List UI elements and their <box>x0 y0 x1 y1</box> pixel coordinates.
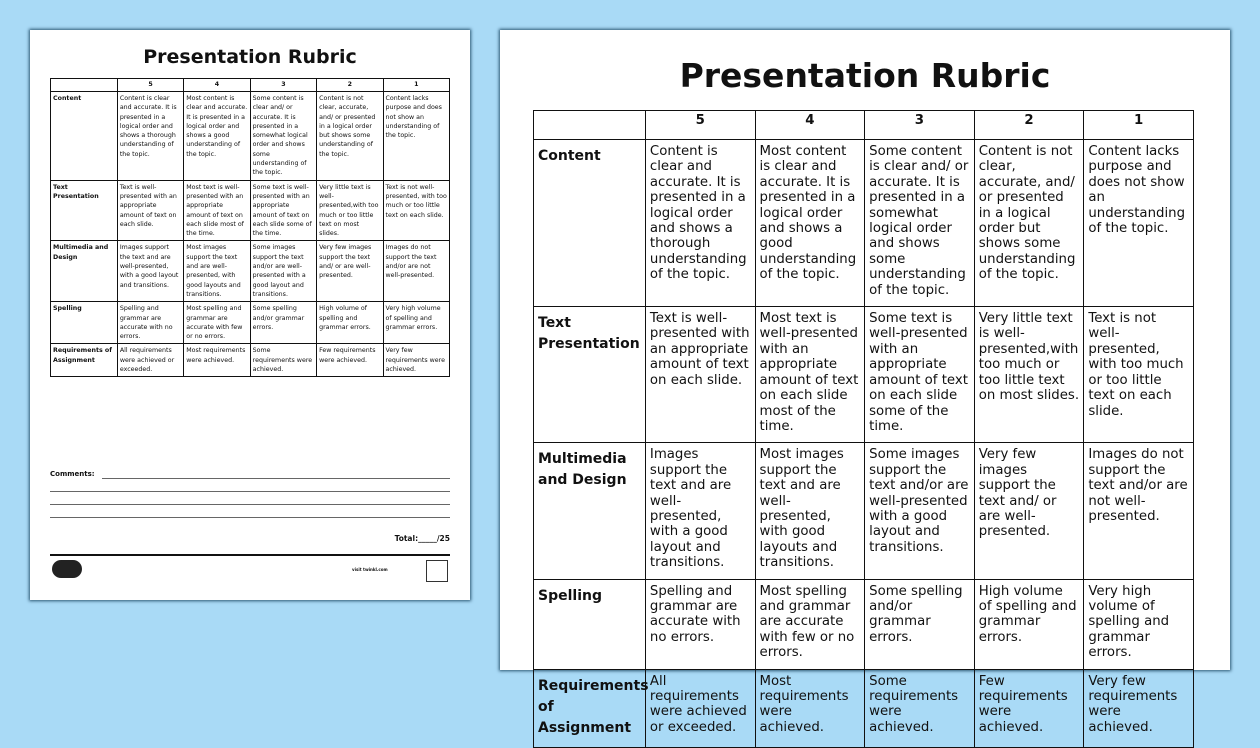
descriptor-cell: Spelling and grammar are accurate with no errors. <box>117 302 183 344</box>
table-row <box>51 92 450 181</box>
descriptor-cell: Images do not support the text and/or are not well-presented. <box>1084 443 1194 579</box>
rubric-table <box>533 110 1194 748</box>
document-page-thumbnail[interactable] <box>30 30 470 600</box>
comment-line <box>50 504 450 505</box>
score-header: 2 <box>317 79 383 92</box>
descriptor-cell: Content is not clear, accurate, and/ or presented in a logical order but shows some understanding of the topic. <box>974 140 1084 307</box>
page-title: Presentation Rubric <box>679 56 1051 95</box>
descriptor-cell: Some images support the text and/or are well-presented with a good layout and transitions. <box>865 443 975 579</box>
descriptor-cell: Most text is well-presented with an appropriate amount of text on each slide most of the time. <box>755 307 865 443</box>
score-header: 4 <box>755 111 865 140</box>
descriptor-cell: Images do not support the text and/or are not well-presented. <box>383 241 449 302</box>
descriptor-cell: Most spelling and grammar are accurate with few or no errors. <box>755 579 865 669</box>
total-score: Total:_____/25 <box>394 534 450 543</box>
criterion-cell: Multimedia and Design <box>51 241 118 302</box>
criterion-cell: Content <box>534 140 646 307</box>
descriptor-cell: All requirements were achieved or exceeded. <box>117 344 183 377</box>
comments-label: Comments: <box>50 470 95 478</box>
score-header: 5 <box>645 111 755 140</box>
table-row <box>51 241 450 302</box>
descriptor-cell: Some requirements were achieved. <box>865 669 975 747</box>
descriptor-cell: Most requirements were achieved. <box>755 669 865 747</box>
descriptor-cell: Some content is clear and/ or accurate. It is presented in a somewhat logical order and shows some understanding of the topic. <box>865 140 975 307</box>
descriptor-cell: Few requirements were achieved. <box>317 344 383 377</box>
descriptor-cell: Most content is clear and accurate. It is presented in a logical order and shows a good understanding of the topic. <box>755 140 865 307</box>
descriptor-cell: Very few requirements were achieved. <box>383 344 449 377</box>
descriptor-cell: Some spelling and/or grammar errors. <box>250 302 316 344</box>
score-header: 3 <box>250 79 316 92</box>
comment-line <box>102 478 450 479</box>
criterion-cell: Spelling <box>534 579 646 669</box>
descriptor-cell: Some text is well-presented with an appropriate amount of text on each slide some of the time. <box>865 307 975 443</box>
document-page-zoomed[interactable] <box>500 30 1230 736</box>
descriptor-cell: Text is well-presented with an appropriate amount of text on each slide. <box>117 180 183 241</box>
descriptor-cell: Most content is clear and accurate. It is presented in a logical order and shows a good understanding of the topic. <box>184 92 250 181</box>
score-header: 1 <box>383 79 449 92</box>
descriptor-cell: Some requirements were achieved. <box>250 344 316 377</box>
descriptor-cell: Very high volume of spelling and grammar errors. <box>1084 579 1194 669</box>
score-header: 1 <box>1084 111 1194 140</box>
comment-line <box>50 517 450 518</box>
descriptor-cell: Spelling and grammar are accurate with no errors. <box>645 579 755 669</box>
descriptor-cell: High volume of spelling and grammar errors. <box>317 302 383 344</box>
descriptor-cell: Some content is clear and/ or accurate. It is presented in a somewhat logical order and shows some understanding of the topic. <box>250 92 316 181</box>
descriptor-cell: Few requirements were achieved. <box>974 669 1084 747</box>
descriptor-cell: Most text is well-presented with an appropriate amount of text on each slide most of the time. <box>184 180 250 241</box>
score-header: 3 <box>865 111 975 140</box>
descriptor-cell: Most spelling and grammar are accurate with few or no errors. <box>184 302 250 344</box>
descriptor-cell: Very few images support the text and/ or are well-presented. <box>317 241 383 302</box>
table-row <box>534 443 1194 579</box>
criterion-cell: Content <box>51 92 118 181</box>
comment-line <box>50 491 450 492</box>
descriptor-cell: Most images support the text and are well-presented, with good layouts and transitions. <box>184 241 250 302</box>
rubric-table <box>50 78 450 377</box>
criterion-cell: Requirements of Assignment <box>51 344 118 377</box>
descriptor-cell: Very little text is well-presented,with too much or too little text on most slides. <box>974 307 1084 443</box>
table-row <box>534 140 1194 307</box>
descriptor-cell: Images support the text and are well-presented, with a good layout and transitions. <box>645 443 755 579</box>
descriptor-cell: Content lacks purpose and does not show an understanding of the topic. <box>383 92 449 181</box>
page-title: Presentation Rubric <box>143 46 357 68</box>
table-row <box>51 180 450 241</box>
descriptor-cell: Content is clear and accurate. It is presented in a logical order and shows a thorough understanding of the topic. <box>645 140 755 307</box>
table-row <box>534 307 1194 443</box>
visit-link: visit twinkl.com <box>352 567 388 572</box>
descriptor-cell: Images support the text and are well-presented, with a good layout and transitions. <box>117 241 183 302</box>
table-row <box>534 579 1194 669</box>
score-header: 2 <box>974 111 1084 140</box>
descriptor-cell: Some images support the text and/or are well-presented with a good layout and transitions. <box>250 241 316 302</box>
descriptor-cell: Content lacks purpose and does not show an understanding of the topic. <box>1084 140 1194 307</box>
descriptor-cell: All requirements were achieved or exceeded. <box>645 669 755 747</box>
score-header: 5 <box>117 79 183 92</box>
descriptor-cell: Text is not well-presented, with too much or too little text on each slide. <box>383 180 449 241</box>
corner-cell <box>534 111 646 140</box>
criterion-cell: Text Presentation <box>534 307 646 443</box>
descriptor-cell: Content is not clear, accurate, and/ or presented in a logical order but shows some understanding of the topic. <box>317 92 383 181</box>
descriptor-cell: Some text is well-presented with an appropriate amount of text on each slide some of the time. <box>250 180 316 241</box>
descriptor-cell: Very few images support the text and/ or are well-presented. <box>974 443 1084 579</box>
table-row <box>51 344 450 377</box>
criterion-cell: Spelling <box>51 302 118 344</box>
table-row <box>51 302 450 344</box>
criterion-cell: Multimedia and Design <box>534 443 646 579</box>
descriptor-cell: Text is well-presented with an appropriate amount of text on each slide. <box>645 307 755 443</box>
descriptor-cell: Some spelling and/or grammar errors. <box>865 579 975 669</box>
descriptor-cell: Content is clear and accurate. It is presented in a logical order and shows a thorough understanding of the topic. <box>117 92 183 181</box>
criterion-cell: Text Presentation <box>51 180 118 241</box>
criterion-cell: Requirements of Assignment <box>534 669 646 747</box>
descriptor-cell: Most images support the text and are well-presented, with good layouts and transitions. <box>755 443 865 579</box>
descriptor-cell: Very few requirements were achieved. <box>1084 669 1194 747</box>
descriptor-cell: Text is not well-presented, with too much or too little text on each slide. <box>1084 307 1194 443</box>
table-row <box>534 669 1194 747</box>
descriptor-cell: Most requirements were achieved. <box>184 344 250 377</box>
corner-cell <box>51 79 118 92</box>
descriptor-cell: Very little text is well-presented,with too much or too little text on most slides. <box>317 180 383 241</box>
descriptor-cell: Very high volume of spelling and grammar errors. <box>383 302 449 344</box>
header-row <box>51 79 450 92</box>
header-row <box>534 111 1194 140</box>
descriptor-cell: High volume of spelling and grammar errors. <box>974 579 1084 669</box>
score-header: 4 <box>184 79 250 92</box>
quality-badge-icon <box>426 560 448 582</box>
footer-divider <box>50 554 450 556</box>
twinkl-logo <box>52 560 82 578</box>
